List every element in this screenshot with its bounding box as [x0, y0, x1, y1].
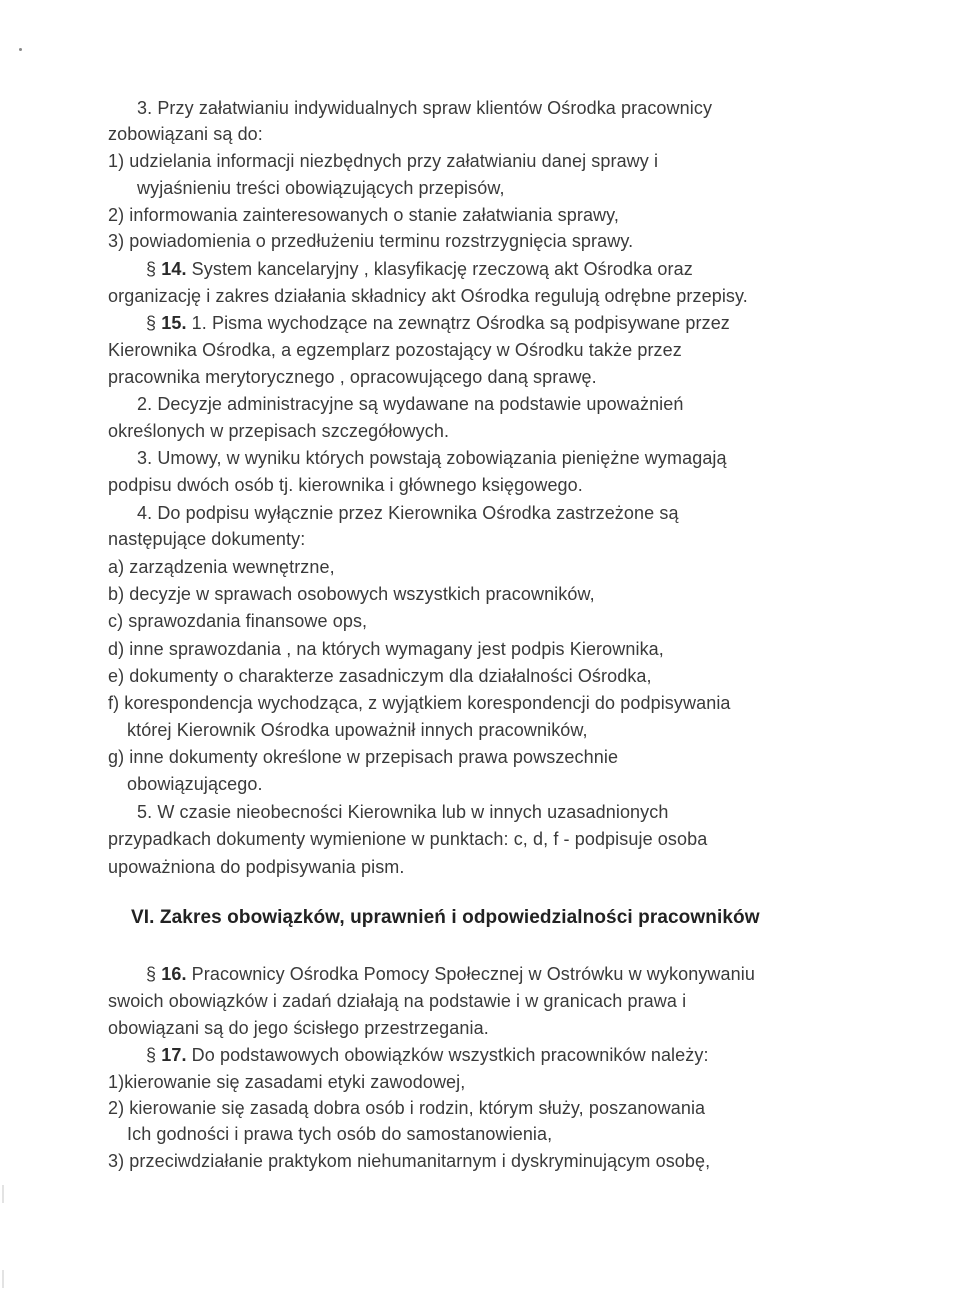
scan-edge-mark	[2, 1270, 4, 1288]
line-text: 2) kierowanie się zasadą dobra osób i rodzin, którym służy, poszanowania	[108, 1098, 706, 1118]
line-text: f) korespondencja wychodząca, z wyjątkiem korespondencji do podpisywania	[108, 693, 731, 713]
text-line	[108, 637, 664, 661]
scan-speck	[19, 48, 22, 51]
text-line	[108, 473, 583, 497]
line-text: 2. Decyzje administracyjne są wydawane na podstawie upoważnień	[137, 394, 684, 414]
line-text: Do podstawowych obowiązków wszystkich pracowników należy:	[186, 1045, 709, 1065]
line-text: VI. Zakres obowiązków, uprawnień i odpowiedzialności pracowników	[131, 907, 760, 928]
line-text: g) inne dokumenty określone w przepisach prawa powszechnie	[108, 747, 619, 767]
text-line	[108, 609, 367, 633]
text-line	[108, 1016, 489, 1040]
line-text: 3) przeciwdziałanie praktykom niehumanitarnym i dyskryminującym osobę,	[108, 1151, 711, 1171]
line-text: 1) udzielania informacji niezbędnych przy załatwianiu danej sprawy i	[108, 151, 659, 171]
text-line	[137, 501, 679, 525]
text-line	[108, 1096, 705, 1120]
section-symbol: §	[146, 964, 162, 984]
line-text: obowiązani są do jego ścisłego przestrzegania.	[108, 1018, 489, 1038]
line-text: 5. W czasie nieobecności Kierownika lub w innych uzasadnionych	[137, 802, 669, 822]
text-line	[108, 338, 682, 362]
line-text: zobowiązani są do:	[108, 124, 263, 144]
text-line	[127, 718, 588, 742]
line-text: 4. Do podpisu wyłącznie przez Kierownika Ośrodka zastrzeżone są	[137, 503, 679, 523]
line-text: 1. Pisma wychodzące na zewnątrz Ośrodka są podpisywane przez	[186, 313, 730, 333]
section-number: 16.	[161, 964, 187, 984]
text-line	[146, 257, 693, 281]
line-text: d) inne sprawozdania , na których wymagany jest podpis Kierownika,	[108, 639, 664, 659]
section-symbol: §	[146, 259, 162, 279]
text-line	[108, 149, 658, 173]
line-text: wyjaśnieniu treści obowiązujących przepisów,	[137, 178, 505, 198]
section-number: 15.	[161, 313, 187, 333]
text-line	[146, 962, 755, 986]
line-text: Pracownicy Ośrodka Pomocy Społecznej w Ostrówku w wykonywaniu	[186, 964, 755, 984]
line-text: swoich obowiązków i zadań działają na podstawie i w granicach prawa i	[108, 991, 687, 1011]
line-text: Ich godności i prawa tych osób do samostanowienia,	[127, 1124, 553, 1144]
text-line	[127, 772, 263, 796]
text-line	[108, 122, 263, 146]
text-line	[108, 555, 335, 579]
line-text: b) decyzje w sprawach osobowych wszystkich pracowników,	[108, 584, 595, 604]
line-text: a) zarządzenia wewnętrzne,	[108, 557, 335, 577]
line-text: pracownika merytorycznego , opracowującego daną sprawę.	[108, 367, 597, 387]
line-text: 3. Umowy, w wyniku których powstają zobowiązania pieniężne wymagają	[137, 448, 727, 468]
text-line	[127, 1122, 552, 1146]
text-line	[108, 827, 707, 851]
line-text: 2) informowania zainteresowanych o stanie załatwiania sprawy,	[108, 205, 620, 225]
text-line	[108, 1149, 710, 1173]
text-line	[108, 203, 619, 227]
line-text: 3. Przy załatwianiu indywidualnych spraw klientów Ośrodka pracownicy	[137, 98, 713, 118]
line-text: podpisu dwóch osób tj. kierownika i głównego księgowego.	[108, 475, 583, 495]
line-text: określonych w przepisach szczegółowych.	[108, 421, 450, 441]
line-text: System kancelaryjny , klasyfikację rzeczową akt Ośrodka oraz	[186, 259, 693, 279]
text-line	[108, 745, 618, 769]
text-line	[137, 176, 505, 200]
line-text: c) sprawozdania finansowe ops,	[108, 611, 368, 631]
text-line	[108, 419, 449, 443]
text-line	[108, 989, 686, 1013]
line-text: organizację i zakres działania składnicy akt Ośrodka regulują odrębne przepisy.	[108, 286, 748, 306]
line-text: obowiązującego.	[127, 774, 263, 794]
text-line	[108, 229, 633, 253]
section-symbol: §	[146, 313, 162, 333]
line-text: e) dokumenty o charakterze zasadniczym dla działalności Ośrodka,	[108, 666, 652, 686]
text-line	[137, 446, 727, 470]
text-line	[146, 1043, 709, 1067]
text-line	[137, 800, 668, 824]
text-line	[108, 664, 652, 688]
scan-edge-mark	[2, 1185, 4, 1203]
text-line	[146, 311, 730, 335]
text-line	[108, 284, 748, 308]
section-heading	[131, 906, 760, 930]
text-line	[137, 96, 712, 120]
section-symbol: §	[146, 1045, 162, 1065]
text-line	[108, 855, 405, 879]
text-line	[108, 527, 305, 551]
section-number: 14.	[161, 259, 187, 279]
text-line	[137, 392, 684, 416]
line-text: Kierownika Ośrodka, a egzemplarz pozostający w Ośrodku także przez	[108, 340, 682, 360]
line-text: następujące dokumenty:	[108, 529, 306, 549]
line-text: której Kierownik Ośrodka upoważnił innych pracowników,	[127, 720, 588, 740]
text-line	[108, 365, 597, 389]
text-line	[108, 582, 595, 606]
line-text: 3) powiadomienia o przedłużeniu terminu rozstrzygnięcia sprawy.	[108, 231, 634, 251]
section-number: 17.	[161, 1045, 187, 1065]
line-text: 1)kierowanie się zasadami etyki zawodowej,	[108, 1072, 466, 1092]
text-line	[108, 691, 731, 715]
text-line	[108, 1070, 465, 1094]
line-text: upoważniona do podpisywania pism.	[108, 857, 405, 877]
line-text: przypadkach dokumenty wymienione w punktach: c, d, f - podpisuje osoba	[108, 829, 708, 849]
